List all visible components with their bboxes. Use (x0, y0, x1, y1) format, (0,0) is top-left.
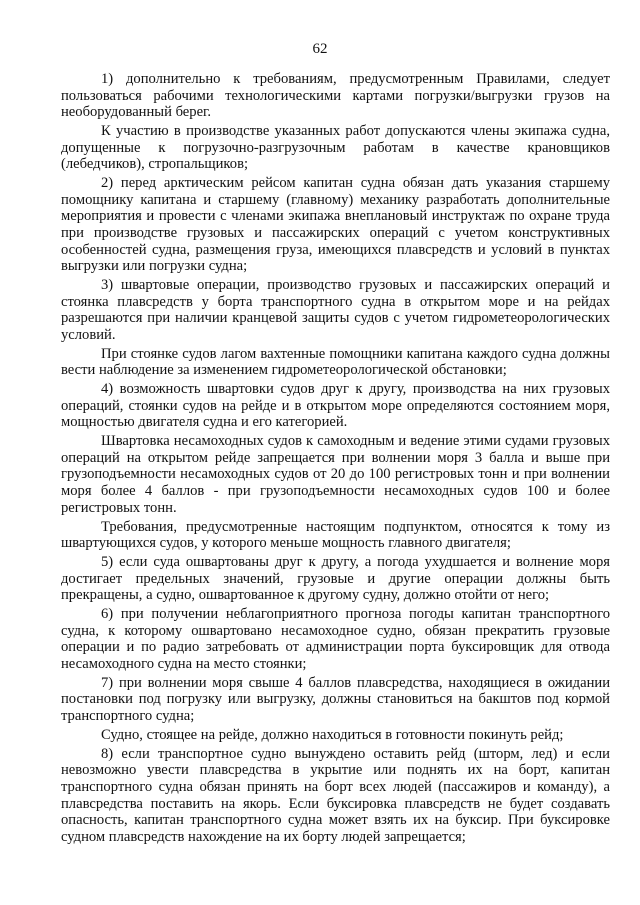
paragraph-10: 6) при получении неблагоприятного прогноза погоды капитан транспортного судна, к которому ошвартовано несамоходное судно, обязан прекратить грузовые операции и по радио затребовать от администрации порта буксировщик для отвода несамоходного судна на место стоянки; (61, 606, 610, 672)
paragraph-3: 2) перед арктическим рейсом капитан судна обязан дать указания старшему помощнику капитана и старшему (главному) механику разработать дополнительные мероприятия и провести с членами экипажа внеплановый инструктаж по охране труда при производстве грузовых и пассажирских операций с учетом конструктивных особенностей судна, размещения груза, имеющихся плавсредств и условий в пунктах выгрузки или погрузки судна; (61, 175, 610, 275)
paragraph-9: 5) если суда ошвартованы друг к другу, а погода ухудшается и волнение моря достигает предельных значений, грузовые и другие операции должны быть прекращены, а судно, ошвартованное к другому судну, должно отойти от него; (61, 554, 610, 604)
paragraph-6: 4) возможность швартовки судов друг к другу, производства на них грузовых операций, стоянки судов на рейде и в открытом море определяются состоянием моря, мощностью двигателя судна и его категорией. (61, 381, 610, 431)
paragraph-1: 1) дополнительно к требованиям, предусмотренным Правилами, следует пользоваться рабочими технологическими картами погрузки/выгрузки грузов на необорудованный берег. (61, 71, 610, 121)
paragraph-2: К участию в производстве указанных работ допускаются члены экипажа судна, допущенные к погрузочно-разгрузочным работам в качестве крановщиков (лебедчиков), стропальщиков; (61, 123, 610, 173)
page-number: 62 (312, 41, 328, 57)
paragraph-7: Швартовка несамоходных судов к самоходным и ведение этими судами грузовых операций на открытом рейде запрещается при волнении моря 3 балла и выше при грузоподъемности несамоходных судов от 20 до 100 регистровых тонн и при волнении моря более 4 баллов - при грузоподъемности несамоходных судов 100 и более регистровых тонн. (61, 433, 610, 516)
paragraph-11: 7) при волнении моря свыше 4 баллов плавсредства, находящиеся в ожидании постановки под погрузку или выгрузку, должны становиться на бакштов под кормой транспортного судна; (61, 674, 610, 724)
document-body (61, 71, 610, 848)
paragraph-12: Судно, стоящее на рейде, должно находиться в готовности покинуть рейд; (101, 726, 564, 743)
paragraph-8: Требования, предусмотренные настоящим подпунктом, относятся к тому из швартующихся судов, у которого меньше мощность главного двигателя; (61, 518, 610, 552)
paragraph-4: 3) швартовые операции, производство грузовых и пассажирских операций и стоянка плавсредств у борта транспортного судна в открытом море и на рейдах разрешаются при наличии кранцевой защиты судов с учетом гидрометеорологических условий. (61, 277, 610, 343)
paragraph-5: При стоянке судов лагом вахтенные помощники капитана каждого судна должны вести наблюдение за изменением гидрометеорологической обстановки; (61, 345, 610, 379)
paragraph-13: 8) если транспортное судно вынуждено оставить рейд (шторм, лед) и если невозможно увести плавсредства в укрытие или поднять их на борт, капитан транспортного судна обязан принять на борт всех людей (пассажиров и команду), а плавсредства поставить на якорь. Если буксировка плавсредств не будет создавать опасность, капитан транспортного судна может взять их на буксир. При буксировке судном плавсредств нахождение на их борту людей запрещается; (61, 745, 610, 845)
